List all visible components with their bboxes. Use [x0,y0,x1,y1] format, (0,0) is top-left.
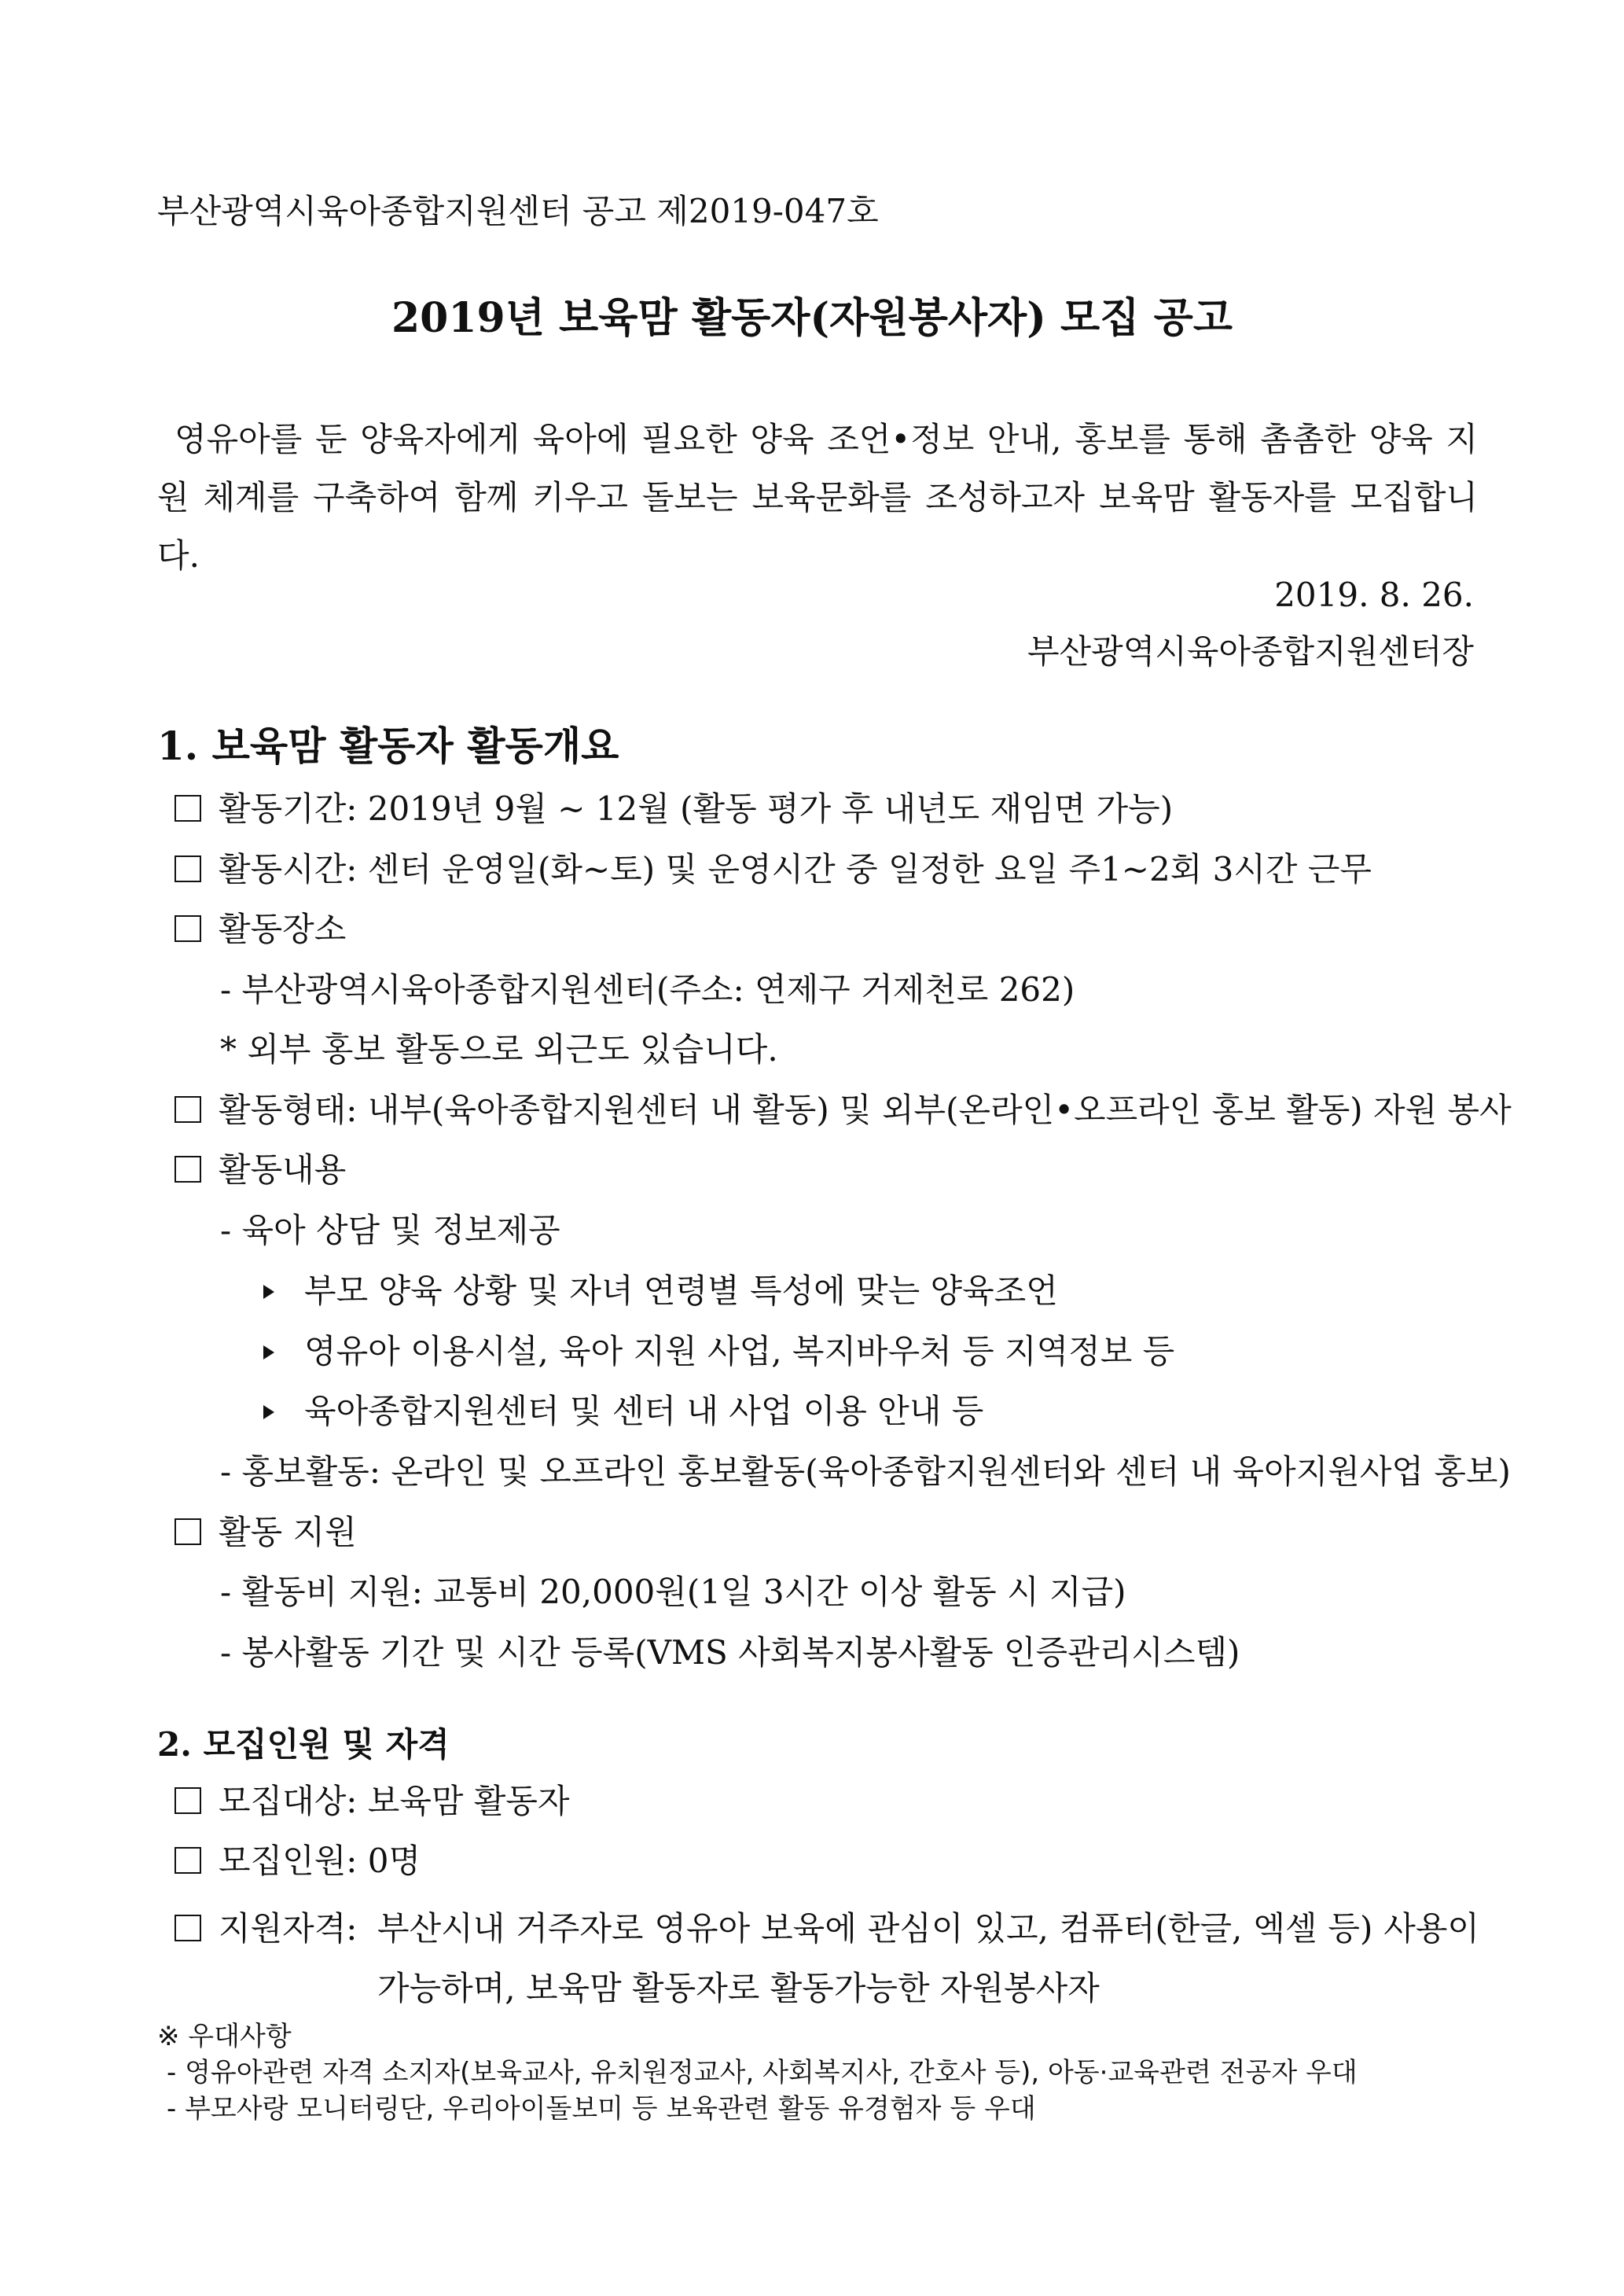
recruit-target [175,1779,570,1824]
qualification-text: 부산시내 거주자로 영유아 보육에 관심이 있고, 컴퓨터(한글, 엑셀 등) 사용이 가능하며, 보육맘 활동자로 활동가능한 자원봉사자 [377,1909,1479,2007]
counsel-item-text: 부모 양육 상황 및 자녀 연령별 특성에 맞는 양육조언 [304,1271,1058,1310]
intro-text: 영유아를 둔 양육자에게 육아에 필요한 양육 조언•정보 안내, 홍보를 통해 촘촘한 양육 지원 체계를 구축하여 함께 키우고 돌보는 보육문화를 조성하고자 보육맘 활동자를 모집합니다. [157,420,1478,575]
recruit-count [175,1838,421,1884]
preference-item: - 영유아관련 자격 소지자(보육교사, 유치원정교사, 사회복지사, 간호사 등), 아동·교육관련 전공자 우대 [167,2057,1358,2088]
document-title: 2019년 보육맘 활동자(자원봉사자) 모집 공고 [391,294,1233,342]
qualification-label-wrap [175,1899,357,1959]
support-item: - 봉사활동 기간 및 시간 등록(VMS 사회복지봉사활동 인증관리시스템) [220,1633,1240,1672]
preference-label: ※ 우대사항 [157,2021,292,2052]
checkbox-square [175,915,201,942]
counsel-item-text: 영유아 이용시설, 육아 지원 사업, 복지바우처 등 지역정보 등 [304,1332,1175,1371]
checkbox-square [175,855,201,882]
place-note: * 외부 홍보 활동으로 외근도 있습니다. [220,1030,778,1069]
recruit-count-text: 모집인원: 0명 [219,1842,421,1880]
activity-hours-text: 활동시간: 센터 운영일(화~토) 및 운영시간 중 일정한 요일 주1~2회 3시간 근무 [219,850,1372,889]
place-address: - 부산광역시육아종합지원센터(주소: 연제구 거제천로 262) [220,970,1075,1009]
activity-support-label: 활동 지원 [219,1513,357,1551]
triangle-bullet-icon [263,1405,274,1419]
counsel-item [263,1329,1174,1374]
triangle-bullet-icon [263,1345,274,1360]
activity-form-text: 활동형태: 내부(육아종합지원센터 내 활동) 및 외부(온라인•오프라인 홍보 활동) 자원 봉사 [219,1091,1512,1129]
checkbox-square [175,795,201,822]
qualification-label: 지원자격: [219,1909,358,1948]
activity-period [175,786,1173,832]
checkbox-square [175,1518,201,1545]
checkbox-square [175,1847,201,1874]
activity-place-label: 활동장소 [219,910,347,948]
notice-number: 부산광역시육아종합지원센터 공고 제2019-047호 [157,192,879,230]
checkbox-square [175,1096,201,1123]
checkbox-square [175,1156,201,1183]
counsel-heading: - 육아 상담 및 정보제공 [220,1211,560,1249]
activity-hours [175,847,1372,892]
activity-content-label: 활동내용 [219,1150,347,1189]
issue-date: 2019. 8. 26. [1274,576,1474,614]
section2-heading: 2. 모집인원 및 자격 [157,1725,450,1764]
promo-activity: - 홍보활동: 온라인 및 오프라인 홍보활동(육아종합지원센터와 센터 내 육아지원사업 홍보) [220,1452,1511,1491]
section1-heading: 1. 보육맘 활동자 활동개요 [157,723,619,769]
counsel-item [263,1268,1058,1314]
counsel-item [263,1389,983,1434]
checkbox-square [175,1915,201,1941]
recruit-target-text: 모집대상: 보육맘 활동자 [219,1782,570,1820]
activity-content [175,1147,346,1193]
checkbox-square [175,1787,201,1814]
activity-period-text: 활동기간: 2019년 9월 ~ 12월 (활동 평가 후 내년도 재임면 가능) [219,789,1174,828]
preference-item: - 부모사랑 모니터링단, 우리아이돌보미 등 보육관련 활동 유경험자 등 우대 [167,2093,1036,2125]
counsel-item-text: 육아종합지원센터 및 센터 내 사업 이용 안내 등 [304,1392,984,1430]
activity-form [175,1087,1512,1133]
triangle-bullet-icon [263,1285,274,1299]
activity-place [175,907,346,952]
issuer: 부산광역시육아종합지원센터장 [1027,632,1474,671]
support-item: - 활동비 지원: 교통비 20,000원(1일 3시간 이상 활동 시 지급) [220,1573,1126,1611]
activity-support [175,1510,357,1555]
intro-paragraph [157,410,1478,585]
